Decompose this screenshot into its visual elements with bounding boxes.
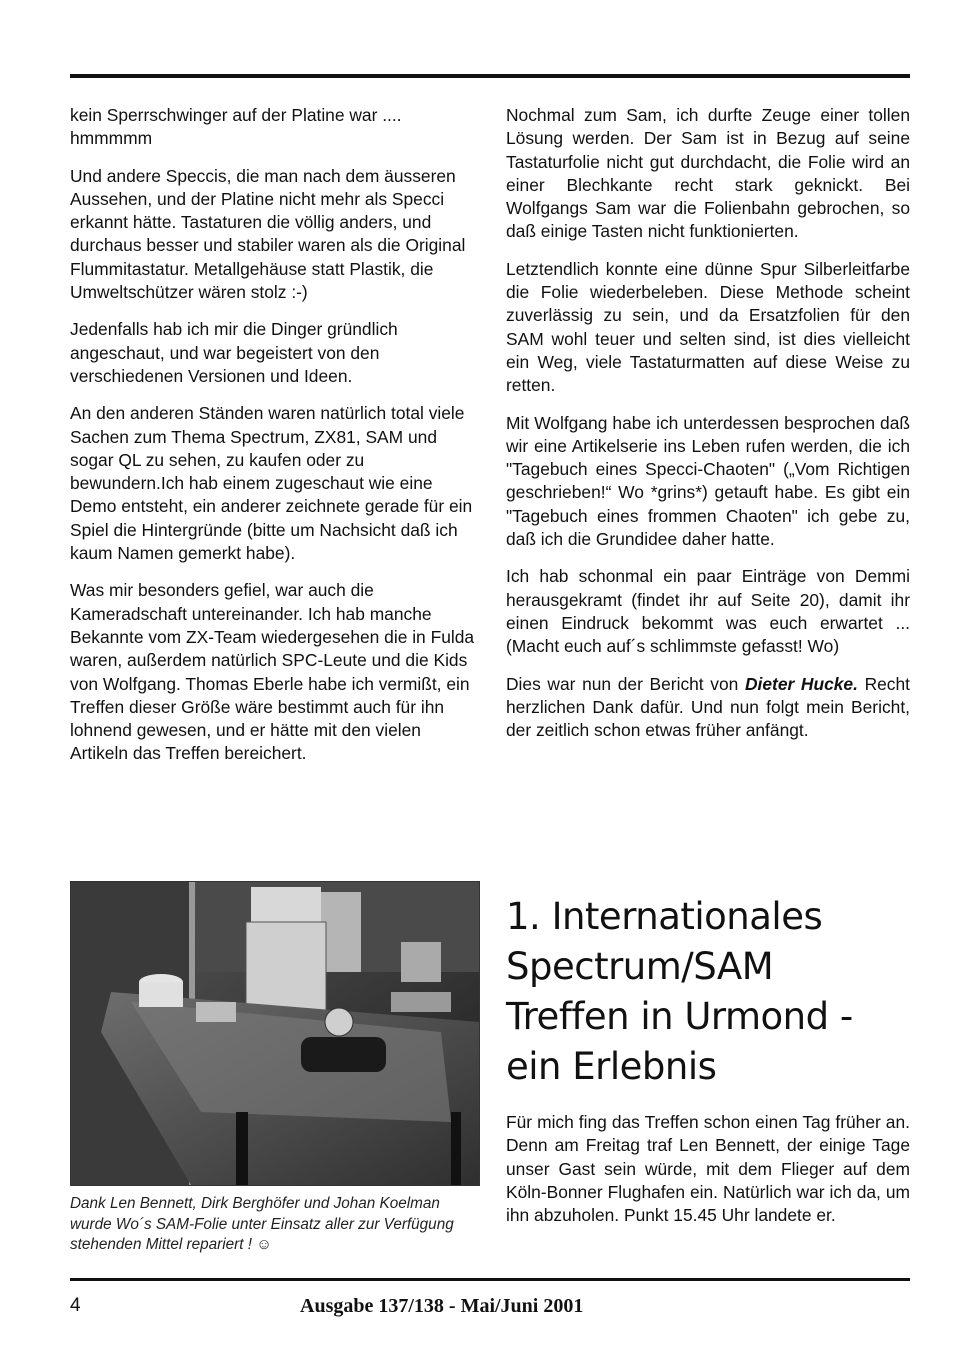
paragraph: Ich hab schonmal ein paar Einträge von Demmi herausgekramt (findet ihr auf Seite 20), damit ihr einen Eindruck bekommt was euch erwartet ... (Macht euch auf´s schlimmste gefasst! Wo): [506, 566, 910, 657]
headline-line: 1. Internationales: [506, 895, 823, 938]
article-headline: [506, 892, 910, 1092]
event-photo: [70, 881, 480, 1186]
article-paragraph: Für mich fing das Treffen schon einen Tag früher an. Denn am Freitag traf Len Bennett, der einige Tage unser Gast sein würde, mit dem Flieger auf dem Köln-Bonner Flughafen ein. Natürlich war ich da, um ihn abzuholen. Punkt 15.45 Uhr landete er.: [506, 1112, 910, 1226]
paragraph: Letztendlich konnte eine dünne Spur Silberleitfarbe die Folie wiederbeleben. Diese Methode scheint zuverlässig zu sein, und da Ersatzfolien für den SAM wohl teuer und selten sind, ist dies vielleicht ein Weg, viele Tastaturmatten auf diese Weise zu retten.: [506, 258, 910, 396]
photo-caption: Dank Len Bennett, Dirk Berghöfer und Johan Koelman wurde Wo´s SAM-Folie unter Einsatz aller zur Verfügung stehenden Mittel repariert ! ☺: [70, 1195, 454, 1253]
left-column: [70, 104, 478, 780]
top-rule: [70, 74, 910, 78]
paragraph: kein Sperrschwinger auf der Platine war .... hmmmmm: [70, 105, 402, 149]
closing-text-before: Dies war nun der Bericht von: [506, 673, 745, 694]
paragraph: Was mir besonders gefiel, war auch die Kameradschaft untereinander. Ich hab manche Bekannte vom ZX-Team wiedergesehen die in Fulda waren, außerdem natürlich SPC-Leute und die Kids von Wolfgang. Thomas Eberle habe ich vermißt, ein Treffen dieser Größe wäre bestimmt auch für ihn lohnend gewesen, und er hätte mit den vielen Artikeln das Treffen bereichert.: [70, 580, 475, 764]
closing-paragraph: [506, 673, 910, 743]
closing-text-after: Recht herzlichen Dank dafür. Und nun folgt mein Bericht, der zeitlich schon etwas früher anfängt.: [506, 673, 911, 741]
article-body: [506, 1111, 910, 1227]
headline-line: Treffen in Urmond -: [506, 995, 853, 1038]
issue-line: Ausgabe 137/138 - Mai/Juni 2001: [300, 1295, 584, 1317]
paragraph: Nochmal zum Sam, ich durfte Zeuge einer tollen Lösung werden. Der Sam ist in Bezug auf seine Tastaturfolie nicht gut durchdacht, die Folie wird an einer Blechkante recht stark geknickt. Bei Wolfgangs Sam war die Folienbahn gebrochen, so daß einige Tasten nicht funktionierten.: [506, 105, 910, 242]
right-column: [506, 104, 910, 756]
headline-line: Spectrum/SAM: [506, 945, 774, 988]
paragraph: Und andere Speccis, die man nach dem äusseren Aussehen, und der Platine nicht mehr als Specci erkannt hätte. Tastaturen die völlig anders, und durchaus besser und stabiler waren als die Original Flummitastatur. Metallgehäuse statt Plastik, die Umweltschützer wären stolz :-): [70, 165, 466, 303]
headline-line: ein Erlebnis: [506, 1045, 717, 1088]
author-name: Dieter Hucke.: [744, 673, 858, 694]
page-number: 4: [70, 1295, 81, 1316]
bottom-rule: [70, 1278, 910, 1281]
paragraph: Mit Wolfgang habe ich unterdessen besprochen daß wir eine Artikelserie ins Leben rufen werden, die ich "Tagebuch eines Specci-Chaoten" („Vom Richtigen geschrieben!“ Wo *grins*) getauft habe. Es gibt ein "Tagebuch eines frommen Chaoten" ich gebe zu, daß ich die Grundidee daher hatte.: [506, 412, 910, 550]
paragraph: An den anderen Ständen waren natürlich total viele Sachen zum Thema Spectrum, ZX81, SAM und sogar QL zu sehen, zu kaufen oder zu bewundern.Ich hab einem zugeschaut wie eine Demo entsteht, ein anderer zeichnete gerade für ein Spiel die Hintergründe (bitte um Nachsicht daß ich kaum Namen gemerkt habe).: [70, 403, 473, 564]
paragraph: Jedenfalls hab ich mir die Dinger gründlich angeschaut, und war begeistert von den verschiedenen Versionen und Ideen.: [70, 319, 398, 386]
